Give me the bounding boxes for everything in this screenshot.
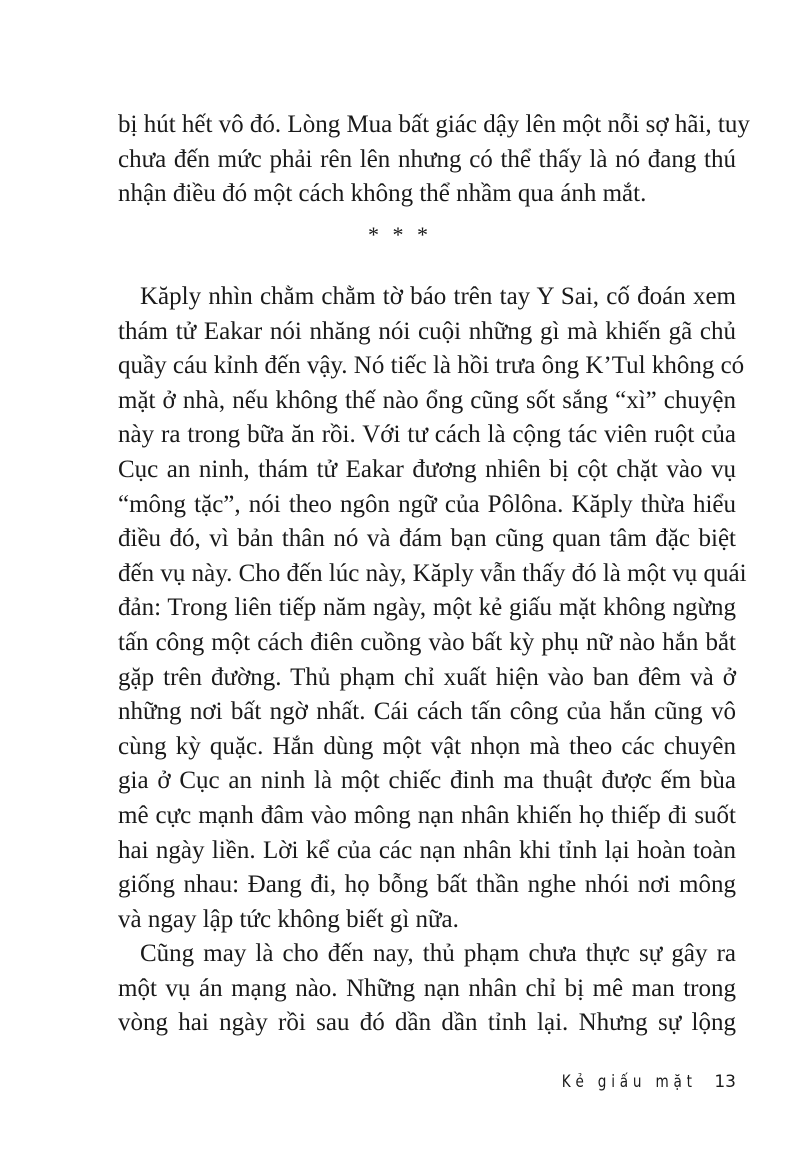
text-line: tấn công một cách điên cuồng vào bất kỳ phụ nữ nào hắn bắt: [118, 628, 736, 656]
continuation-text: [118, 108, 750, 212]
page-footer: [528, 1072, 736, 1092]
text-line: bị hút hết vô đó. Lòng Mua bất giác dậy lên một nỗi sợ hãi, tuy: [118, 111, 750, 138]
text-line: chưa đến mức phải rên lên nhưng có thể thấy là nó đang thú: [118, 145, 736, 173]
text-line: mê cực mạnh đâm vào mông nạn nhân khiến họ thiếp đi suốt: [118, 801, 736, 829]
body-text: [118, 280, 747, 1041]
text-line: gặp trên đường. Thủ phạm chỉ xuất hiện vào ban đêm và ở: [118, 663, 736, 691]
text-line: Kăply nhìn chằm chằm tờ báo trên tay Y Sai, cố đoán xem: [140, 283, 736, 310]
text-line: thám tử Eakar nói nhăng nói cuội những gì mà khiến gã chủ: [118, 317, 736, 345]
text-line: “mông tặc”, nói theo ngôn ngữ của Pôlôna. Kăply thừa hiểu: [118, 490, 736, 518]
text-line: nhận điều đó một cách không thể nhầm qua ánh mắt.: [118, 180, 647, 208]
text-line: Cục an ninh, thám tử Eakar đương nhiên bị cột chặt vào vụ: [118, 455, 736, 483]
running-title: Kẻ giấu mặt: [561, 1072, 697, 1092]
text-line: vòng hai ngày rồi sau đó dần dần tỉnh lại. Nhưng sự lộng: [118, 1009, 736, 1037]
text-line: này ra trong bữa ăn rồi. Với tư cách là cộng tác viên ruột của: [118, 421, 736, 449]
text-line: giống nhau: Đang đi, họ bỗng bất thần nghe nhói nơi mông: [118, 871, 736, 899]
text-line: một vụ án mạng nào. Những nạn nhân chỉ bị mê man trong: [118, 974, 736, 1002]
text-line: gia ở Cục an ninh là một chiếc đinh ma thuật được ếm bùa: [118, 767, 736, 795]
text-line: quầy cáu kỉnh đến vậy. Nó tiếc là hồi trưa ông K’Tul không có: [118, 352, 745, 380]
text-line: những nơi bất ngờ nhất. Cái cách tấn công của hắn cũng vô: [118, 698, 736, 726]
text-line: đến vụ này. Cho đến lúc này, Kăply vẫn thấy đó là một vụ quái: [118, 559, 747, 587]
text-line: Cũng may là cho đến nay, thủ phạm chưa thực sự gây ra: [140, 940, 736, 968]
page-number: 13: [714, 1072, 736, 1092]
text-line: đản: Trong liên tiếp năm ngày, một kẻ giấu mặt không ngừng: [118, 594, 736, 622]
text-line: điều đó, vì bản thân nó và đám bạn cũng quan tâm đặc biệt: [118, 525, 736, 553]
text-line: mặt ở nhà, nếu không thế nào ổng cũng sốt sắng “xì” chuyện: [118, 386, 736, 414]
section-separator: * * *: [368, 222, 432, 247]
text-line: hai ngày liền. Lời kể của các nạn nhân khi tỉnh lại hoàn toàn: [118, 836, 736, 864]
text-line: và ngay lập tức không biết gì nữa.: [118, 905, 459, 933]
text-line: cùng kỳ quặc. Hắn dùng một vật nhọn mà theo các chuyên: [118, 732, 736, 760]
